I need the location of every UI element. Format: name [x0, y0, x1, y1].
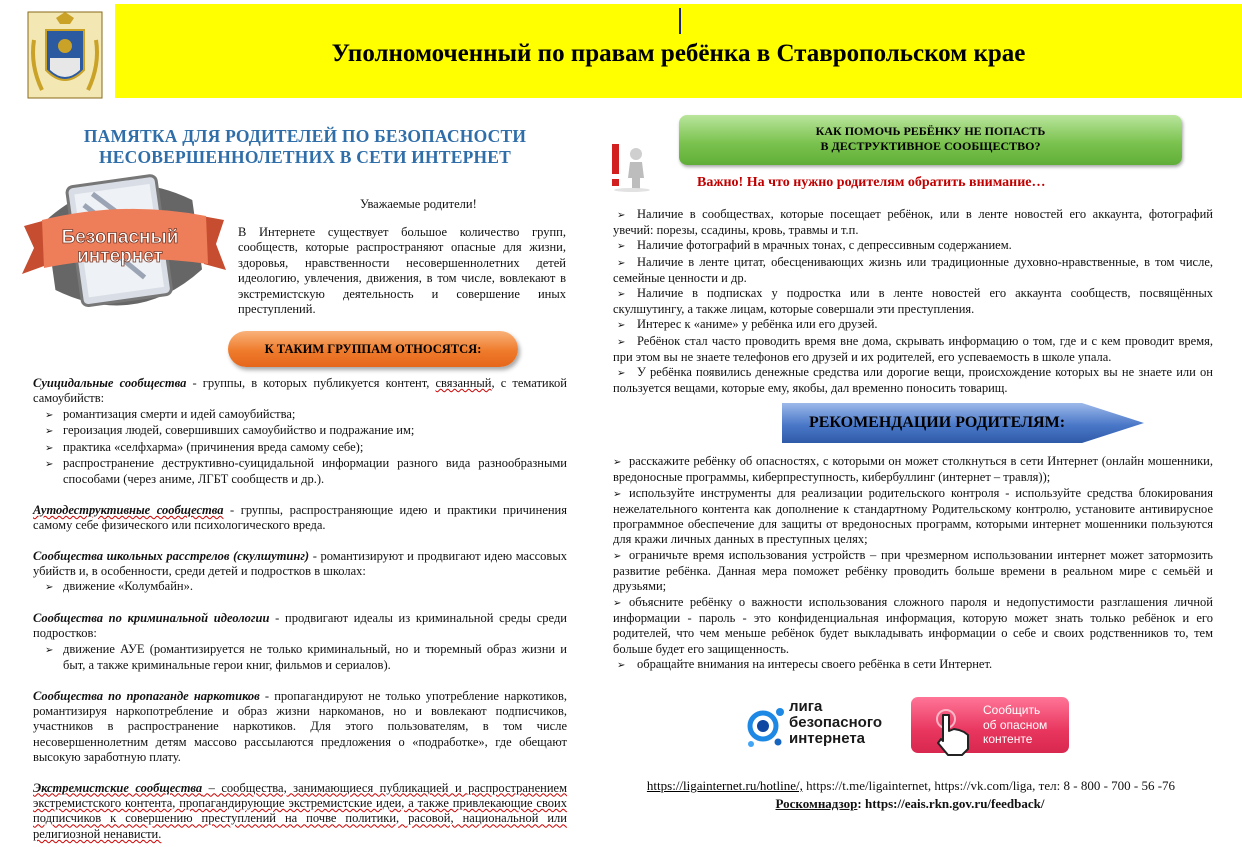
page-title: Уполномоченный по правам ребёнка в Ставропольском крае — [331, 40, 1026, 67]
liga-text-line2: безопасного — [789, 714, 883, 731]
rkn-link[interactable]: : https://eais.rkn.gov.ru/feedback/ — [857, 796, 1045, 811]
autodestructive-paragraph — [33, 503, 567, 534]
shooters-text: - романтизируют и продвигают идею массовых убийств и, в особенности, среди детей и подростков в школах: — [33, 548, 567, 579]
stavropol-coat-of-arms-icon — [26, 10, 104, 100]
report-label-line3: контенте — [983, 732, 1033, 746]
list-item: ➢ движение «Колумбайн». — [33, 579, 567, 595]
extremist-paragraph — [33, 781, 567, 843]
text-cursor — [679, 8, 681, 34]
autodestructive-heading: Аутодеструктивные сообщества — [33, 502, 224, 517]
drugs-heading: Сообщества по пропаганде наркотиков — [33, 688, 260, 703]
logo-text-line2: интернет — [77, 246, 163, 267]
criminal-paragraph — [33, 611, 567, 642]
list-item: ➢ героизация людей, совершивших самоубийство и подражание им; — [33, 423, 567, 439]
list-item: ➢ Наличие в ленте цитат, обесценивающих жизнь или традиционные духовно-нравственные, в том числе, семейные ценности и др. — [613, 255, 1213, 286]
drugs-paragraph — [33, 689, 567, 766]
exclamation-person-icon — [604, 140, 654, 192]
list-item: ➢ Наличие в сообществах, которые посещает ребёнок, или в ленте новостей его аккаунта, фотографий увечий: порезы, ссадины, кровь, травмы и т.п. — [613, 207, 1213, 238]
roskomnadzor-line — [600, 796, 1220, 812]
liga-text-line1: лига — [789, 698, 823, 715]
drugs-text: - пропагандируют не только употребление наркотиков, романтизируя наркопотребление и образ жизни наркоманов, но и вовлекают подписчиков, участников в распространение наркотиков. Для этого пользователям, в том числе несовершеннолетним детям массово рассылаются предложения о «подработке», где обещают высокую заработную плату. — [33, 688, 567, 765]
logo-text-line1: Безопасный — [61, 227, 179, 248]
list-item: ➢ У ребёнка появились денежные средства или дорогие вещи, происхождение которых вы не знаете или он пользуется вещами, которые ему, якобы, дал временно поносить товарищ. — [613, 365, 1213, 396]
list-item: ➢ Ребёнок стал часто проводить время вне дома, скрывать информацию о том, где и с кем проводит время, при этом вы не знаете телефонов его друзей и их родителей, его успеваемость в школе упала. — [613, 334, 1213, 365]
list-item: ➢ используйте инструменты для реализации родительского контроля - используйте средства блокирования нежелательного контента как дополнение к стандартному Родительскому контролю, установите антивирусное программное обеспечение для защиты от вредоносных программ, которыми интернет мошенники пользуются для кражи личных данных в преступных целях; — [613, 486, 1213, 548]
liga-text-line3: интернета — [789, 730, 866, 747]
recommendations-title: РЕКОМЕНДАЦИИ РОДИТЕЛЯМ: — [808, 414, 1066, 431]
list-item: ➢ распространение деструктивно-суицидальной информации разного вида разнообразными способами (через аниме, ЛГБТ сообществ и др.). — [33, 456, 567, 488]
contacts-line — [580, 778, 1242, 794]
important-notice: Важно! На что нужно родителям обратить внимание… — [697, 175, 1046, 190]
help-child-heading-button — [679, 115, 1182, 165]
suicidal-text: - группы, в которых публикуется контент, — [186, 376, 436, 390]
list-item: ➢ движение АУЕ (романтизируется не только криминальный, но и тюремный образ жизни и быт, а также криминальные герои книг, фильмов и сериалов). — [33, 642, 567, 674]
intro-paragraph: В Интернете существует большое количество групп, сообществ, которые распространяют опасные для жизни, здоровья, нравственности несовершеннолетних детей идеологию, увлечения, движения, в том числе, вовлекают в экстремистскую деятельность и совершение иных преступлений. — [238, 225, 566, 317]
list-item: ➢ романтизация смерти и идей самоубийства; — [33, 407, 567, 423]
memo-title — [40, 126, 570, 168]
criminal-text: - продвигают идеалы из криминальной среды среди подростков: — [33, 610, 567, 641]
pointing-hand-icon — [930, 707, 976, 757]
suicidal-paragraph — [33, 376, 567, 407]
attention-list — [613, 207, 1213, 396]
list-item: ➢ Интерес к «аниме» у ребёнка или его друзей. — [613, 317, 1213, 333]
hotline-link[interactable]: https://ligainternet.ru/hotline/, — [646, 778, 803, 793]
groups-list — [33, 376, 567, 842]
greeting: Уважаемые родители! — [360, 197, 477, 211]
list-item: ➢ ограничьте время использования устройств – при чрезмерном использовании интернет может затормозить развитие ребёнка. Данная мера поможет ребёнку проводить больше времени в реальном мире с семьёй и друзьями; — [613, 548, 1213, 595]
suicidal-text-underlined: связанный — [435, 376, 492, 390]
memo-title-line2: НЕСОВЕРШЕННОЛЕТНИХ В СЕТИ ИНТЕРНЕТ — [98, 147, 512, 167]
list-item: ➢ Наличие в подписках у подростка или в ленте новостей его аккаунта сообществ, посвящённых скулшутингу, а также лицам, которые совершали эти преступления. — [613, 286, 1213, 317]
criminal-heading: Сообщества по криминальной идеологии — [33, 610, 270, 625]
contacts-text: https://t.me/ligainternet, https://vk.com/liga, тел: 8 - 800 - 700 - 56 -76 — [802, 778, 1176, 793]
shooters-heading: Сообщества школьных расстрелов (скулшутинг) — [33, 548, 310, 563]
extremist-text: – сообщества, занимающиеся публикацией и распространением экстремистского контента, пропагандирующие экстремистские идеи, а также привлекающие своих подписчиков к совершению преступлений на почве политики, расовой, национальной или религиозной ненависти. — [33, 780, 567, 841]
list-item: ➢ расскажите ребёнку об опасностях, с которыми он может столкнуться в сети Интернет (онлайн мошенники, вредоносные программы, киберпреступность, кибербуллинг (интернет – травля)); — [613, 454, 1213, 486]
list-item: ➢ Наличие фотографий в мрачных тонах, с депрессивным содержанием. — [613, 238, 1213, 254]
report-label-line1: Сообщить — [983, 703, 1041, 717]
rkn-label: Роскомнадзор — [775, 796, 858, 811]
recommendations-list — [613, 454, 1213, 673]
suicidal-text-end: , с тематикой самоубийств: — [33, 376, 567, 406]
groups-heading-button: К ТАКИМ ГРУППАМ ОТНОСЯТСЯ: — [228, 331, 518, 367]
list-item: ➢ практика «селфхарма» (причинения вреда самому себе); — [33, 440, 567, 456]
list-item: ➢ объясните ребёнку о важности использования сложного пароля и недопустимости разглашения личной информации - пароль - это конфиденциальная информация, которую может знать только ребёнок и его родителей, что чем меньше ребёнок будет выкладывать информации о себе и своих родственников то, тем больше будет его защищенность. — [613, 595, 1213, 657]
shooters-paragraph — [33, 549, 567, 580]
suicidal-heading: Суицидальные сообщества — [33, 376, 187, 390]
autodestructive-text: - группы, распространяющие идею и практики причинения самому себе физического или психологического вреда. — [33, 502, 567, 533]
safe-internet-logo — [20, 170, 228, 322]
report-label-line2: об опасном — [983, 717, 1048, 732]
liga-logo-text — [789, 699, 882, 747]
memo-title-line1: ПАМЯТКА ДЛЯ РОДИТЕЛЕЙ ПО БЕЗОПАСНОСТИ — [83, 126, 527, 146]
extremist-heading: Экстремистские сообщества — [33, 780, 203, 795]
list-item: ➢ обращайте внимания на интересы своего ребёнка в сети Интернет. — [613, 657, 1213, 673]
help-heading-line2: В ДЕСТРУКТИВНОЕ СООБЩЕСТВО? — [820, 139, 1041, 153]
help-heading-line1: КАК ПОМОЧЬ РЕБЁНКУ НЕ ПОПАСТЬ — [815, 124, 1046, 138]
report-button-label[interactable] — [983, 703, 1047, 747]
